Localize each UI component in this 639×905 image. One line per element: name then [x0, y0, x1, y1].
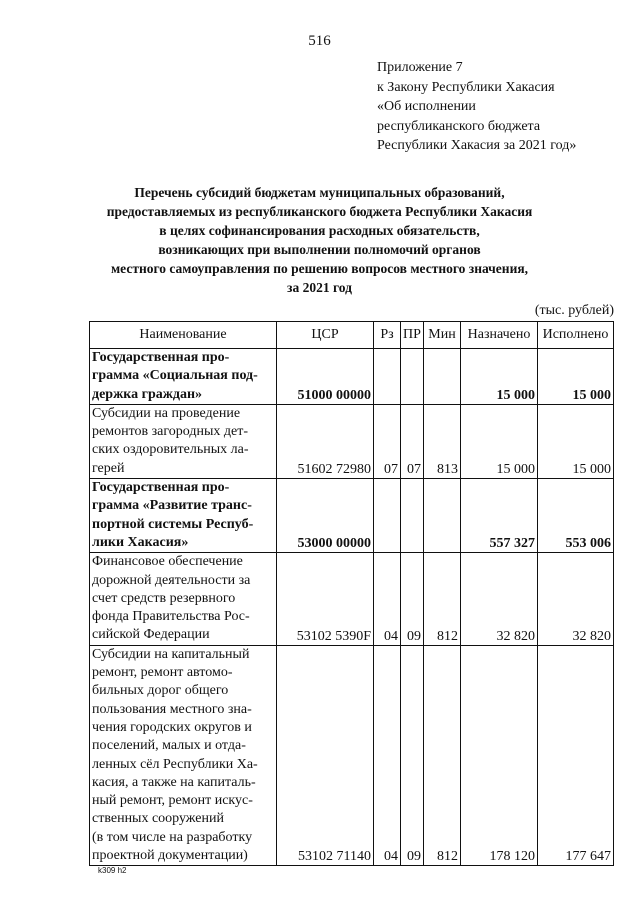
cell-executed: 32 820 [538, 553, 614, 645]
cell-min [424, 479, 461, 553]
cell-name-line: Государственная про- [92, 480, 230, 496]
cell-assigned: 15 000 [461, 349, 538, 405]
cell-pr: 09 [401, 645, 424, 866]
table-row [90, 553, 614, 645]
table-row [90, 479, 614, 553]
cell-csr: 53102 5390F [277, 553, 374, 645]
cell-name-line: лики Хакасия» [92, 534, 189, 550]
table-row [90, 645, 614, 866]
cell-name-line: грамма «Социальная под- [92, 368, 258, 384]
header-executed: Исполнено [538, 322, 614, 349]
cell-assigned: 15 000 [461, 404, 538, 478]
cell-name [90, 645, 277, 866]
units-label: (тыс. рублей) [534, 303, 614, 318]
cell-csr: 53000 00000 [277, 479, 374, 553]
title-line: в целях софинансирования расходных обязательств, [159, 223, 480, 238]
cell-rz: 07 [374, 404, 401, 478]
title-line: Перечень субсидий бюджетам муниципальных образований, [134, 185, 505, 200]
cell-pr [401, 479, 424, 553]
cell-name-line: ный ремонт, ремонт искус- [92, 793, 253, 809]
cell-csr: 51000 00000 [277, 349, 374, 405]
cell-rz [374, 479, 401, 553]
cell-min [424, 349, 461, 405]
cell-rz [374, 349, 401, 405]
header-rz: Рз [374, 322, 401, 349]
cell-executed: 15 000 [538, 404, 614, 478]
cell-min: 812 [424, 553, 461, 645]
subsidies-table [89, 321, 614, 866]
cell-name-line: Субсидии на капитальный [92, 646, 250, 662]
table-row [90, 404, 614, 478]
title-line: возникающих при выполнении полномочий органов [158, 242, 481, 257]
cell-name-line: ремонтов загородных дет- [92, 424, 248, 440]
cell-name-line: пользования местного зна- [92, 701, 252, 717]
title-line: за 2021 год [287, 280, 352, 295]
cell-name-line: Субсидии на проведение [92, 405, 241, 421]
header-name: Наименование [90, 322, 277, 349]
cell-name-line: фонда Правительства Рос- [92, 609, 250, 625]
cell-pr [401, 349, 424, 405]
appendix-line: «Об исполнении [377, 99, 476, 114]
cell-assigned: 32 820 [461, 553, 538, 645]
title-line: предоставляемых из республиканского бюджета Республики Хакасия [106, 204, 533, 219]
cell-executed: 553 006 [538, 479, 614, 553]
cell-executed: 177 647 [538, 645, 614, 866]
cell-name-line: герей [92, 460, 125, 476]
table-header-row [90, 322, 614, 349]
appendix-block [377, 58, 576, 156]
appendix-line: к Закону Республики Хакасия [377, 79, 555, 95]
cell-assigned: 178 120 [461, 645, 538, 866]
cell-name-line: касия, а также на капиталь- [92, 774, 256, 790]
cell-name-line: поселений, малых и отда- [92, 738, 246, 754]
header-csr: ЦСР [277, 322, 374, 349]
cell-name-line: Финансовое обеспечение [92, 554, 243, 570]
cell-name [90, 553, 277, 645]
cell-rz: 04 [374, 645, 401, 866]
appendix-line: республиканского бюджета [377, 118, 541, 134]
cell-name [90, 479, 277, 553]
cell-name-line: сийской Федерации [92, 627, 210, 643]
header-min: Мин [424, 322, 461, 349]
cell-name [90, 404, 277, 478]
cell-executed: 15 000 [538, 349, 614, 405]
cell-pr: 07 [401, 404, 424, 478]
cell-name-line: (в том числе на разработку [92, 829, 253, 845]
cell-rz: 04 [374, 553, 401, 645]
cell-min: 812 [424, 645, 461, 866]
cell-min: 813 [424, 404, 461, 478]
cell-csr: 53102 71140 [277, 645, 374, 866]
cell-assigned: 557 327 [461, 479, 538, 553]
cell-name-line: портной системы Респуб- [92, 516, 254, 532]
title-line: местного самоуправления по решению вопросов местного значения, [110, 261, 529, 276]
header-pr: ПР [401, 322, 424, 349]
cell-name-line: Государственная про- [92, 350, 230, 365]
cell-name-line: ремонт, ремонт автомо- [92, 665, 233, 681]
header-assigned: Назначено [461, 322, 538, 349]
cell-name-line: бильных дорог общего [92, 683, 229, 699]
cell-pr: 09 [401, 553, 424, 645]
footer-code: k309 h2 [98, 866, 127, 875]
cell-csr: 51602 72980 [277, 404, 374, 478]
cell-name-line: дорожной деятельности за [92, 572, 251, 588]
appendix-line: Приложение 7 [377, 60, 463, 75]
cell-name-line: грамма «Развитие транс- [92, 498, 252, 514]
cell-name-line: держка граждан» [92, 386, 203, 402]
cell-name-line: счет средств резервного [92, 590, 236, 606]
page-number: 516 [308, 33, 331, 49]
cell-name-line: ских оздоровительных ла- [92, 442, 249, 458]
cell-name-line: чения городских округов и [92, 719, 252, 735]
document-title [0, 183, 639, 297]
table-row [90, 349, 614, 405]
cell-name [90, 349, 277, 405]
cell-name-line: проектной документации) [92, 848, 248, 864]
cell-name-line: ленных сёл Республики Ха- [92, 756, 258, 772]
appendix-line: Республики Хакасия за 2021 год» [377, 138, 577, 153]
cell-name-line: ственных сооружений [92, 811, 224, 827]
